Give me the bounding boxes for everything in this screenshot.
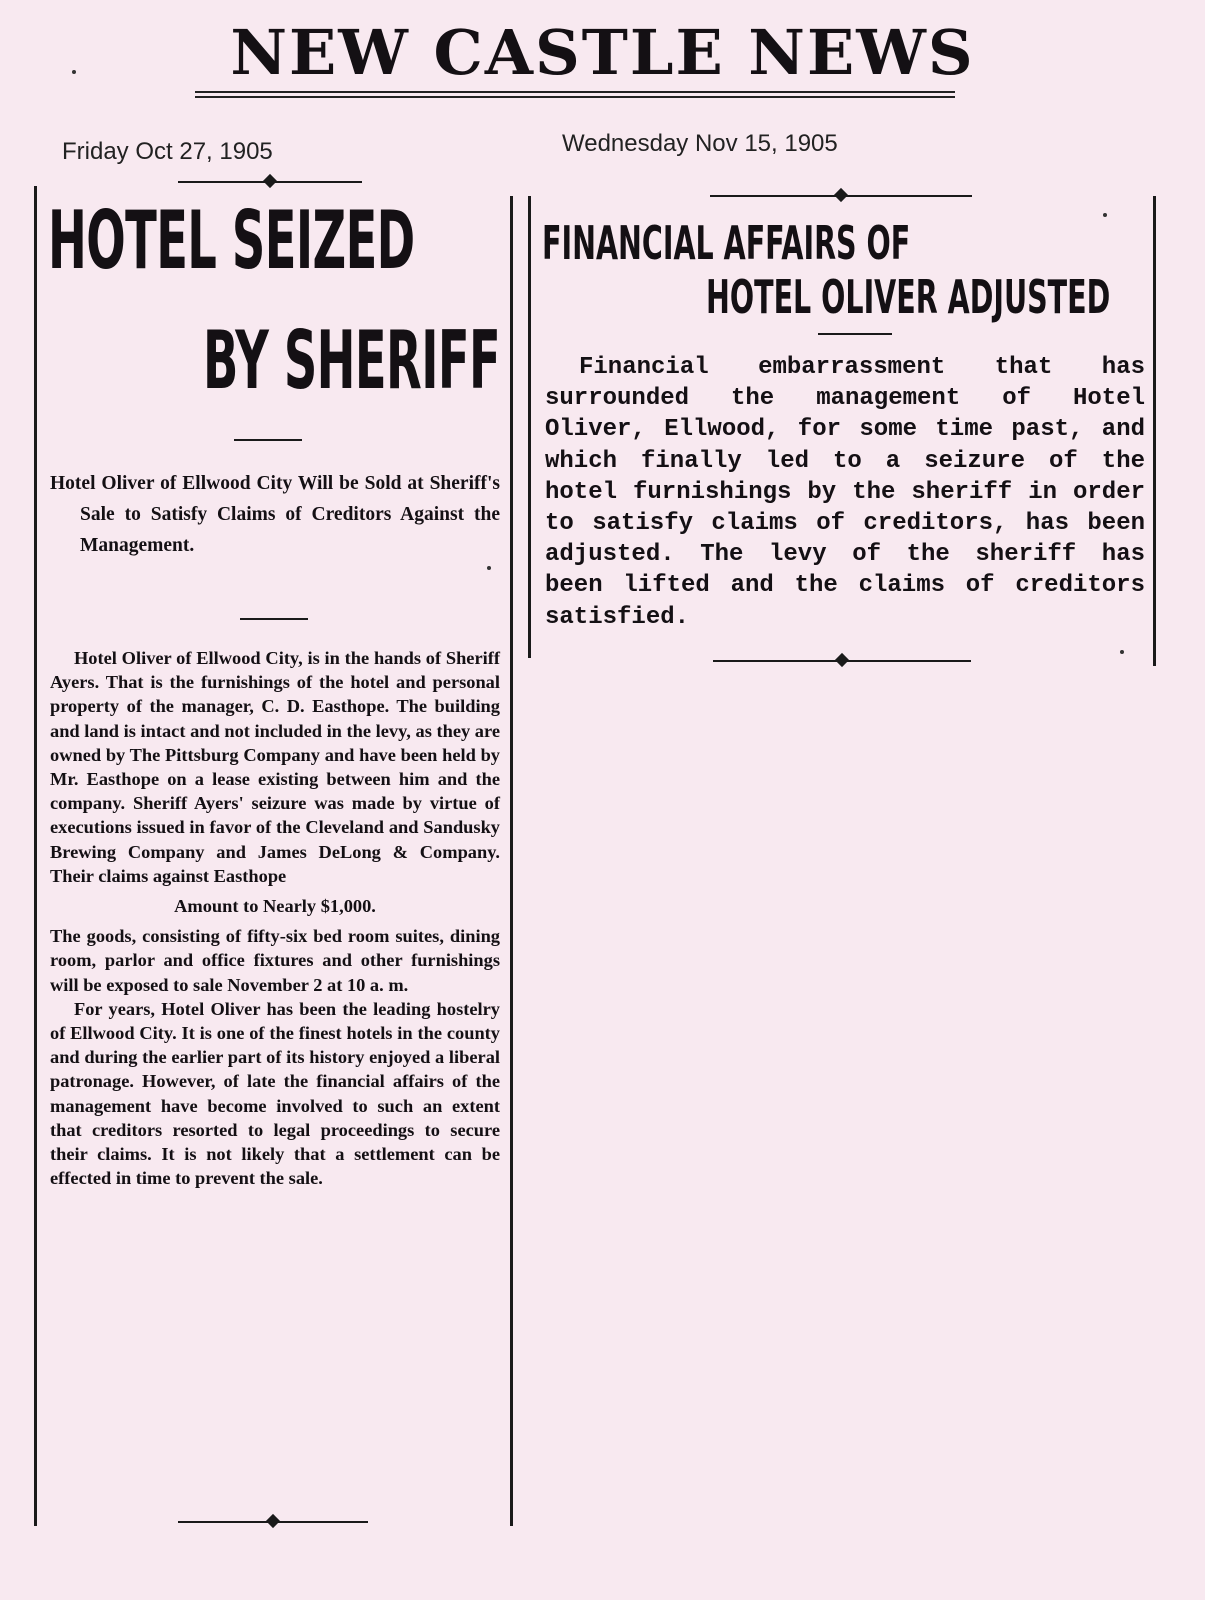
article1-divider-1	[234, 439, 302, 441]
ornament-rule-top-left	[178, 175, 362, 189]
ornament-rule-bottom-left	[178, 1515, 368, 1529]
column-rule-left	[34, 186, 37, 1526]
article1-deck: Hotel Oliver of Ellwood City Will be Sold at Sheriff's Sale to Satisfy Claims of Creditors Against the Management.	[50, 473, 500, 556]
print-speck	[487, 566, 491, 570]
ornament-rule-top-right	[710, 189, 972, 203]
print-speck	[72, 70, 76, 74]
article1-paragraph-1: Hotel Oliver of Ellwood City, is in the hands of Sheriff Ayers. That is the furnishings of the hotel and personal property of the manager, C. D. Easthope. The building and land is intact and not included in the levy, as they are owned by The Pittsburg Company and have been held by Mr. Easthope on a lease existing between him and the company. Sheriff Ayers' seizure was made by virtue of executions issued in favor of the Cleveland and Sandusky Brewing Company and James DeLong & Company. Their claims against Easthope	[50, 648, 500, 886]
print-speck	[1120, 650, 1124, 654]
article2-body: Financial embarrassment that has surrounded the management of Hotel Oliver, Ellwood, for some time past, and which finally led to a seizure of the hotel furnishings by the sheriff in order to satisfy claims of creditors, has been adjusted. The levy of the sheriff has been lifted and the claims of creditors satisfied.	[545, 354, 1145, 631]
masthead-rule-bottom	[195, 96, 955, 98]
article2-headline-line2: HOTEL OLIVER ADJUSTED	[706, 270, 1111, 324]
column-rule-middle	[510, 196, 513, 1526]
article1-body	[50, 646, 500, 1190]
column-rule-right-article-left	[528, 196, 531, 658]
ornament-rule-bottom-right	[713, 654, 971, 668]
article1-paragraph-2: The goods, consisting of fifty-six bed room suites, dining room, parlor and office fixtures and other furnishings will be exposed to sale November 2 at 10 a. m.	[50, 926, 500, 995]
article1-headline-line2: BY SHERIFF	[203, 314, 501, 407]
article1-headline-line1: HOTEL SEIZED	[48, 194, 415, 287]
article2-headline-line1: FINANCIAL AFFAIRS OF	[542, 216, 911, 270]
article2-divider	[818, 333, 892, 335]
date-right: Wednesday Nov 15, 1905	[562, 130, 838, 157]
print-speck	[1103, 213, 1107, 217]
date-left: Friday Oct 27, 1905	[62, 138, 273, 165]
article1-subhead: Amount to Nearly $1,000.	[174, 896, 376, 917]
column-rule-right-article-right	[1153, 196, 1156, 666]
article1-divider-2	[240, 618, 308, 620]
masthead-rule-top	[195, 91, 955, 93]
article1-paragraph-3: For years, Hotel Oliver has been the leading hostelry of Ellwood City. It is one of the finest hotels in the county and during the earlier part of its history enjoyed a liberal patronage. However, of late the financial affairs of the management have become involved to such an extent that creditors resorted to legal proceedings to secure their claims. It is not likely that a settlement can be effected in time to prevent the sale.	[50, 998, 500, 1189]
masthead-title: NEW CASTLE NEWS	[230, 16, 975, 89]
